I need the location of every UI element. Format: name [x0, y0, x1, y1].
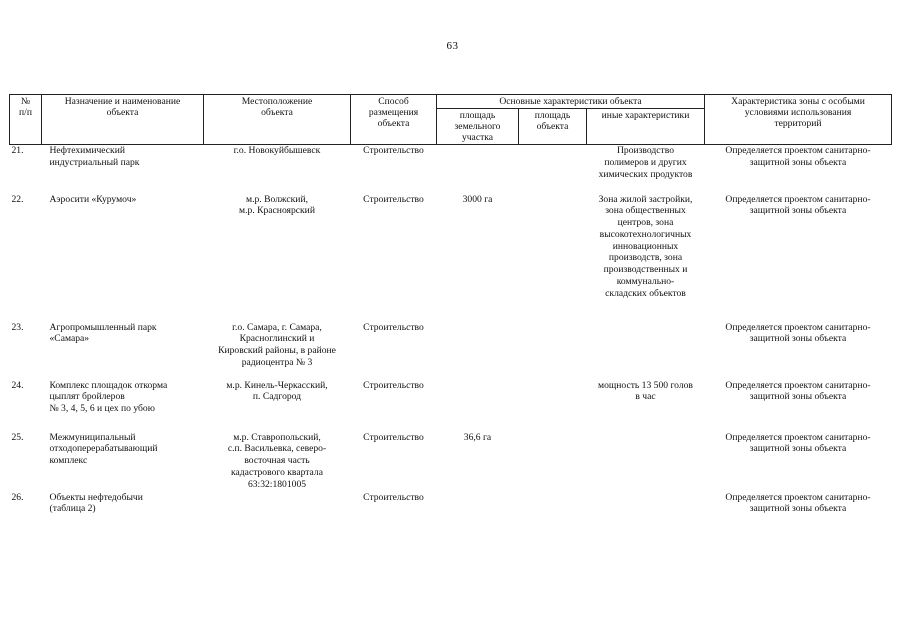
- other-characteristics: мощность 13 500 голов в час: [598, 379, 693, 403]
- table-header: [10, 95, 892, 145]
- placement-method: Строительство: [363, 193, 424, 205]
- object-location: [204, 492, 351, 522]
- header-zone: Характеристика зоны с особыми условиями использования территорий: [705, 95, 892, 145]
- table-row: [10, 380, 892, 432]
- row-number: 23.: [11, 321, 24, 333]
- other-characteristics: [587, 432, 705, 492]
- land-area: 3000 га: [462, 193, 493, 205]
- row-number: 21.: [11, 145, 24, 156]
- page-number: 63: [446, 40, 459, 52]
- header-land-area: площадь земельного участка: [437, 109, 519, 145]
- other-characteristics: [587, 322, 705, 380]
- zone-characteristics: Определяется проектом санитарно- защитной зоны объекта: [725, 193, 871, 217]
- object-location: м.р. Ставропольский, с.п. Васильевка, северо- восточная часть кадастрового квартала 63:32:1801005: [227, 431, 327, 490]
- land-area: [437, 322, 519, 380]
- zone-characteristics: Определяется проектом санитарно- защитной зоны объекта: [725, 145, 871, 168]
- header-num: № п/п: [10, 95, 42, 145]
- objects-table-container: [9, 94, 891, 522]
- object-area: [519, 322, 587, 380]
- zone-characteristics: Определяется проектом санитарно- защитной зоны объекта: [725, 431, 871, 455]
- table-row: [10, 492, 892, 522]
- row-number: 24.: [11, 379, 24, 391]
- object-area: [519, 432, 587, 492]
- object-location: г.о. Самара, г. Самара, Красноглинский и Кировский районы, в районе радиоцентра № 3: [218, 321, 336, 368]
- object-name: Агропромышленный парк «Самара»: [49, 321, 157, 345]
- header-name: Назначение и наименование объекта: [42, 95, 204, 145]
- other-characteristics: [587, 492, 705, 522]
- header-object-area: площадь объекта: [519, 109, 587, 145]
- land-area: [437, 380, 519, 432]
- object-name: Объекты нефтедобычи (таблица 2): [49, 491, 143, 515]
- object-area: [519, 380, 587, 432]
- land-area: [437, 492, 519, 522]
- object-area: [519, 194, 587, 322]
- zone-characteristics: Определяется проектом санитарно- защитной зоны объекта: [725, 491, 871, 515]
- object-location: м.р. Кинель-Черкасский, п. Садгород: [226, 379, 328, 403]
- land-area: [437, 145, 519, 194]
- header-method: Способ размещения объекта: [351, 95, 437, 145]
- other-characteristics: Производство полимеров и других химических продуктов: [598, 145, 693, 180]
- placement-method: Строительство: [363, 491, 424, 503]
- row-number: 26.: [11, 491, 24, 503]
- header-main-characteristics: Основные характеристики объекта: [437, 95, 705, 109]
- table-body: [10, 145, 892, 522]
- objects-table: [9, 94, 892, 522]
- placement-method: Строительство: [363, 431, 424, 443]
- table-row: [10, 322, 892, 380]
- header-other: иные характеристики: [587, 109, 705, 145]
- table-row: [10, 145, 892, 194]
- land-area: 36,6 га: [463, 431, 492, 443]
- object-location: г.о. Новокуйбышевск: [233, 145, 321, 156]
- zone-characteristics: Определяется проектом санитарно- защитной зоны объекта: [725, 321, 871, 345]
- object-name: Комплекс площадок откорма цыплят бройлеров № 3, 4, 5, 6 и цех по убою: [49, 379, 168, 415]
- object-name: Межмуниципальный отходоперерабатывающий комплекс: [49, 431, 158, 467]
- header-location: Местоположение объекта: [204, 95, 351, 145]
- placement-method: Строительство: [363, 379, 424, 391]
- object-name: Аэросити «Курумоч»: [49, 193, 137, 205]
- zone-characteristics: Определяется проектом санитарно- защитной зоны объекта: [725, 379, 871, 403]
- placement-method: Строительство: [363, 145, 424, 156]
- object-area: [519, 492, 587, 522]
- placement-method: Строительство: [363, 321, 424, 333]
- object-area: [519, 145, 587, 194]
- other-characteristics: Зона жилой застройки, зона общественных центров, зона высокотехнологичных инновационных производств, зона производственных и коммунально- складских объектов: [598, 193, 693, 299]
- object-name: Нефтехимический индустриальный парк: [49, 145, 140, 168]
- row-number: 25.: [11, 431, 24, 443]
- table-row: [10, 432, 892, 492]
- table-row: [10, 194, 892, 322]
- row-number: 22.: [11, 193, 24, 205]
- object-location: м.р. Волжский, м.р. Красноярский: [239, 193, 315, 217]
